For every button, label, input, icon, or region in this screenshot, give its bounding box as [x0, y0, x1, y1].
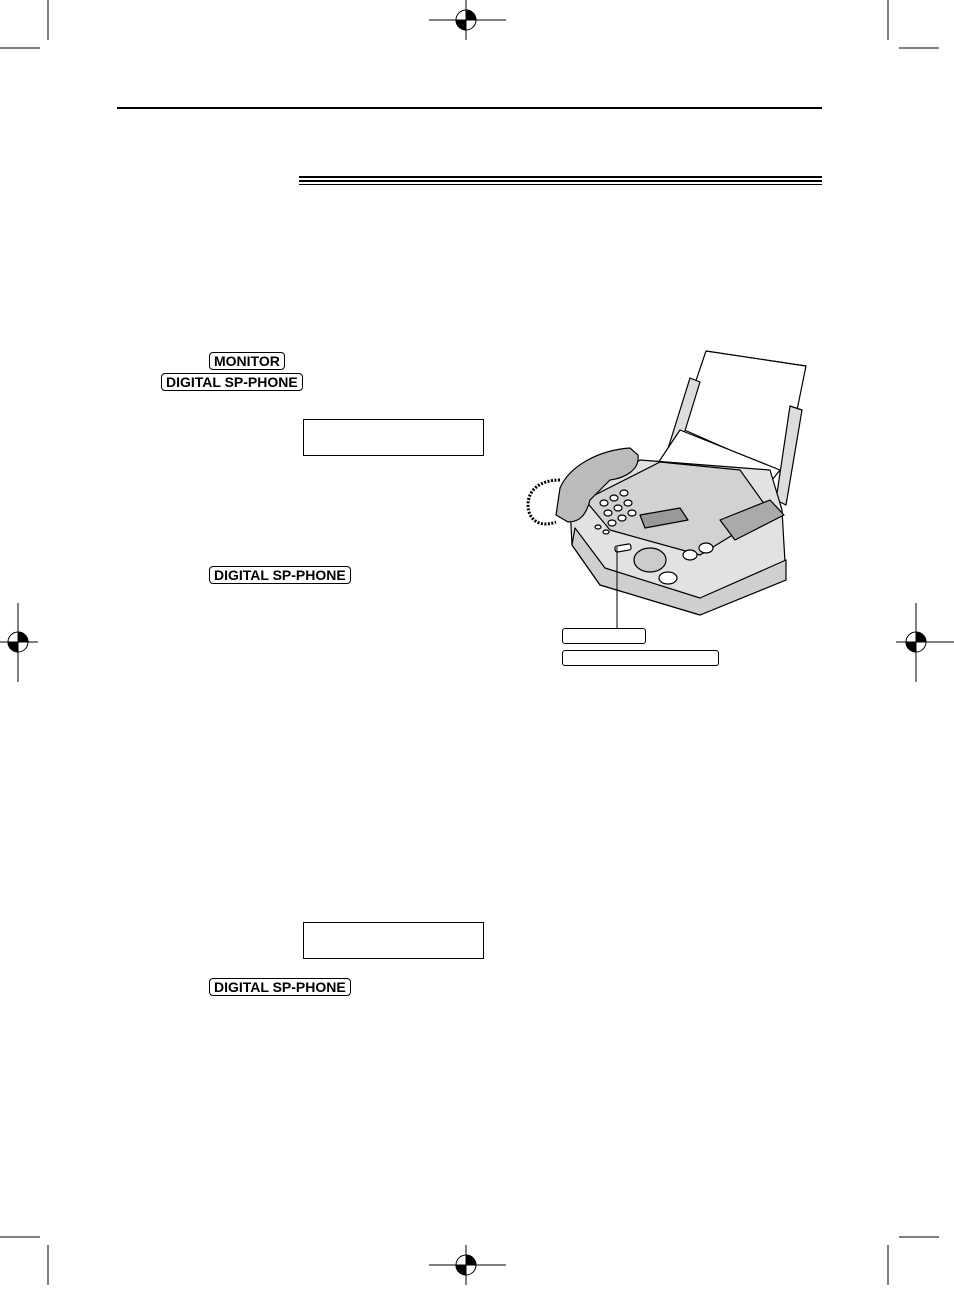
coiled-cord	[528, 480, 560, 524]
callout-digital-sp-phone-key	[562, 650, 719, 666]
callout-monitor-key	[562, 628, 646, 644]
monitor-key-label: MONITOR	[209, 352, 285, 370]
digital-sp-phone-key-label: DIGITAL SP-PHONE	[161, 373, 303, 391]
digital-sp-phone-key-label: DIGITAL SP-PHONE	[209, 566, 351, 584]
digital-sp-phone-key-label: DIGITAL SP-PHONE	[209, 978, 351, 996]
